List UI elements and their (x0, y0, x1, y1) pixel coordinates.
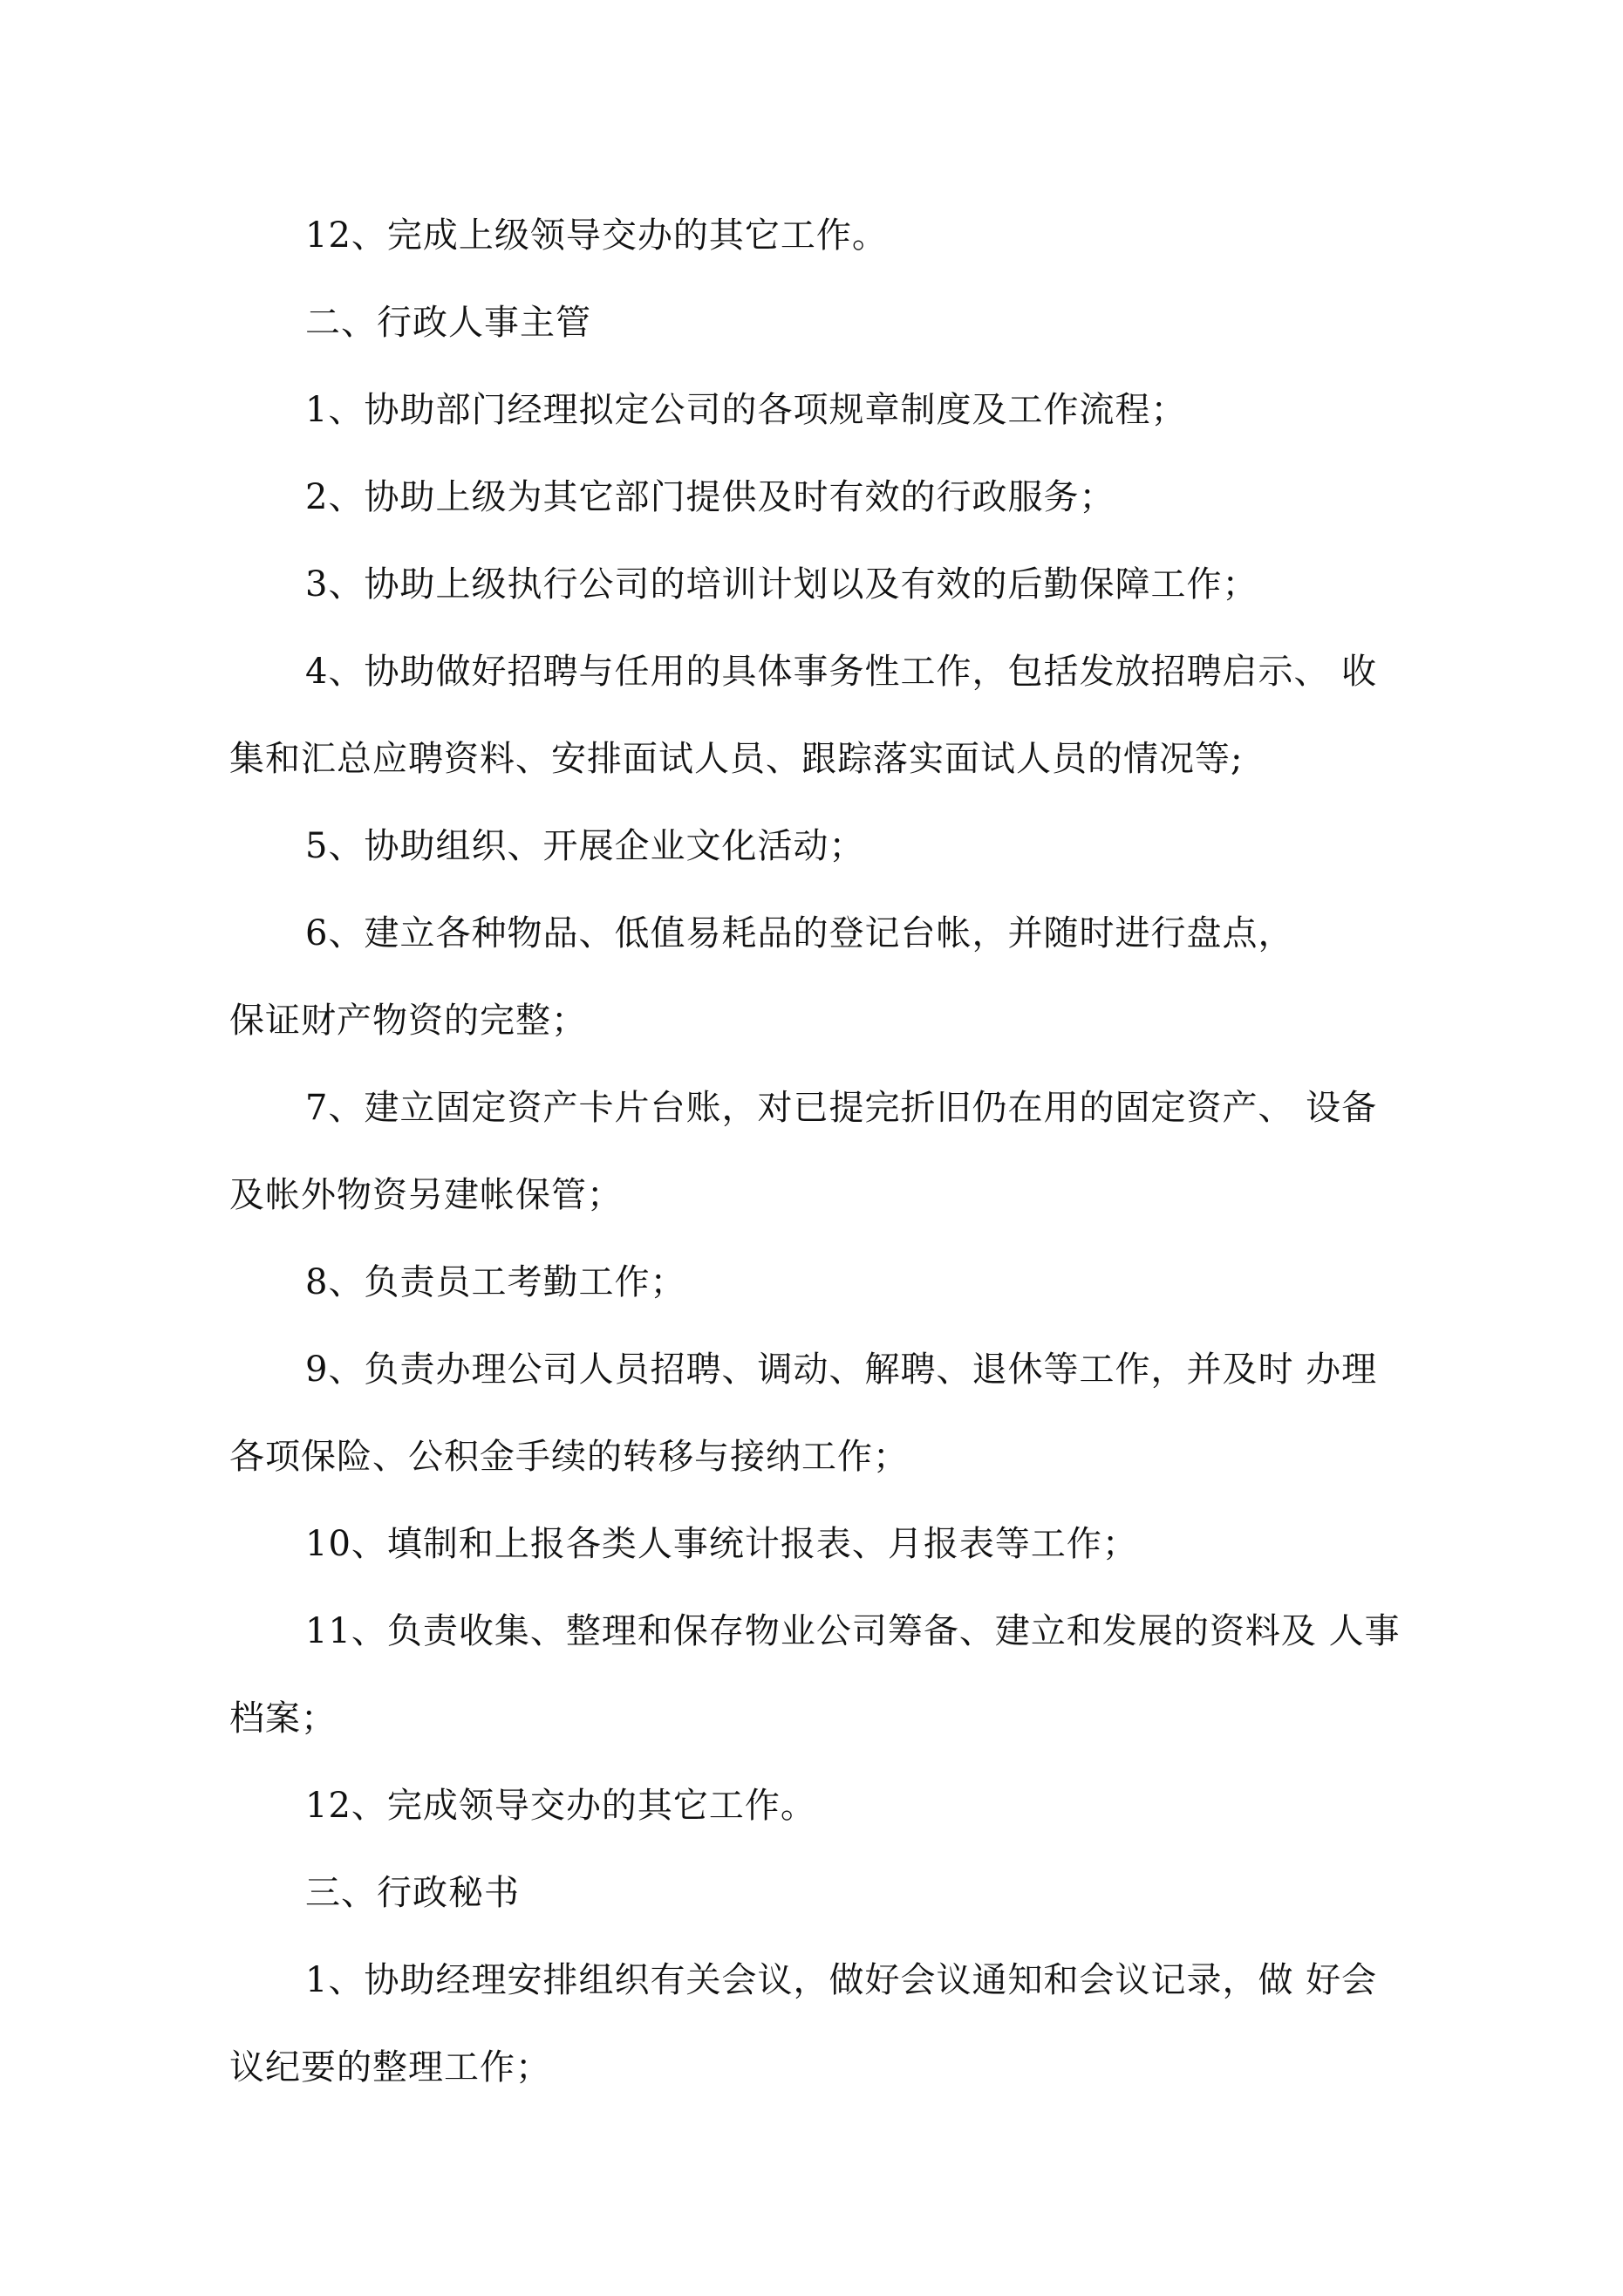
text-line: 档案； (229, 1698, 337, 1739)
text-line: 4、协助做好招聘与任用的具体事务性工作，包括发放招聘启示、 收 (305, 652, 1378, 692)
text-line: 1、协助经理安排组织有关会议，做好会议通知和会议记录，做 好会 (305, 1960, 1378, 2000)
text-line: 1、协助部门经理拟定公司的各项规章制度及工作流程； (305, 390, 1187, 430)
text-line: 8、负责员工考勤工作； (305, 1262, 686, 1302)
text-line: 9、负责办理公司人员招聘、调动、解聘、退休等工作，并及时 办理 (305, 1350, 1378, 1390)
text-line: 3、协助上级执行公司的培训计划以及有效的后勤保障工作； (305, 564, 1258, 605)
section-heading: 三、行政秘书 (305, 1873, 520, 1913)
text-line: 2、协助上级为其它部门提供及时有效的行政服务； (305, 477, 1115, 517)
text-line: 12、完成领导交办的其它工作。 (305, 1786, 816, 1826)
text-line: 12、完成上级领导交办的其它工作。 (305, 215, 888, 256)
text-line: 议纪要的整理工作； (229, 2047, 551, 2088)
text-line: 集和汇总应聘资料、安排面试人员、跟踪落实面试人员的情况等; (229, 739, 1244, 779)
text-line: 6、建立各种物品、低值易耗品的登记台帐，并随时进行盘点， (305, 913, 1294, 953)
text-line: 10、填制和上报各类人事统计报表、月报表等工作； (305, 1524, 1138, 1564)
section-heading: 二、行政人事主管 (305, 303, 591, 343)
text-line: 及帐外物资另建帐保管； (229, 1175, 623, 1215)
text-line: 5、协助组织、开展企业文化活动； (305, 826, 865, 866)
text-line: 11、负责收集、整理和保存物业公司筹备、建立和发展的资料及 人事 (305, 1611, 1401, 1651)
text-line: 保证财产物资的完整； (229, 1001, 587, 1041)
text-line: 各项保险、公积金手续的转移与接纳工作； (229, 1437, 909, 1477)
text-line: 7、建立固定资产卡片台账，对已提完折旧仍在用的固定资产、 设备 (305, 1088, 1378, 1128)
